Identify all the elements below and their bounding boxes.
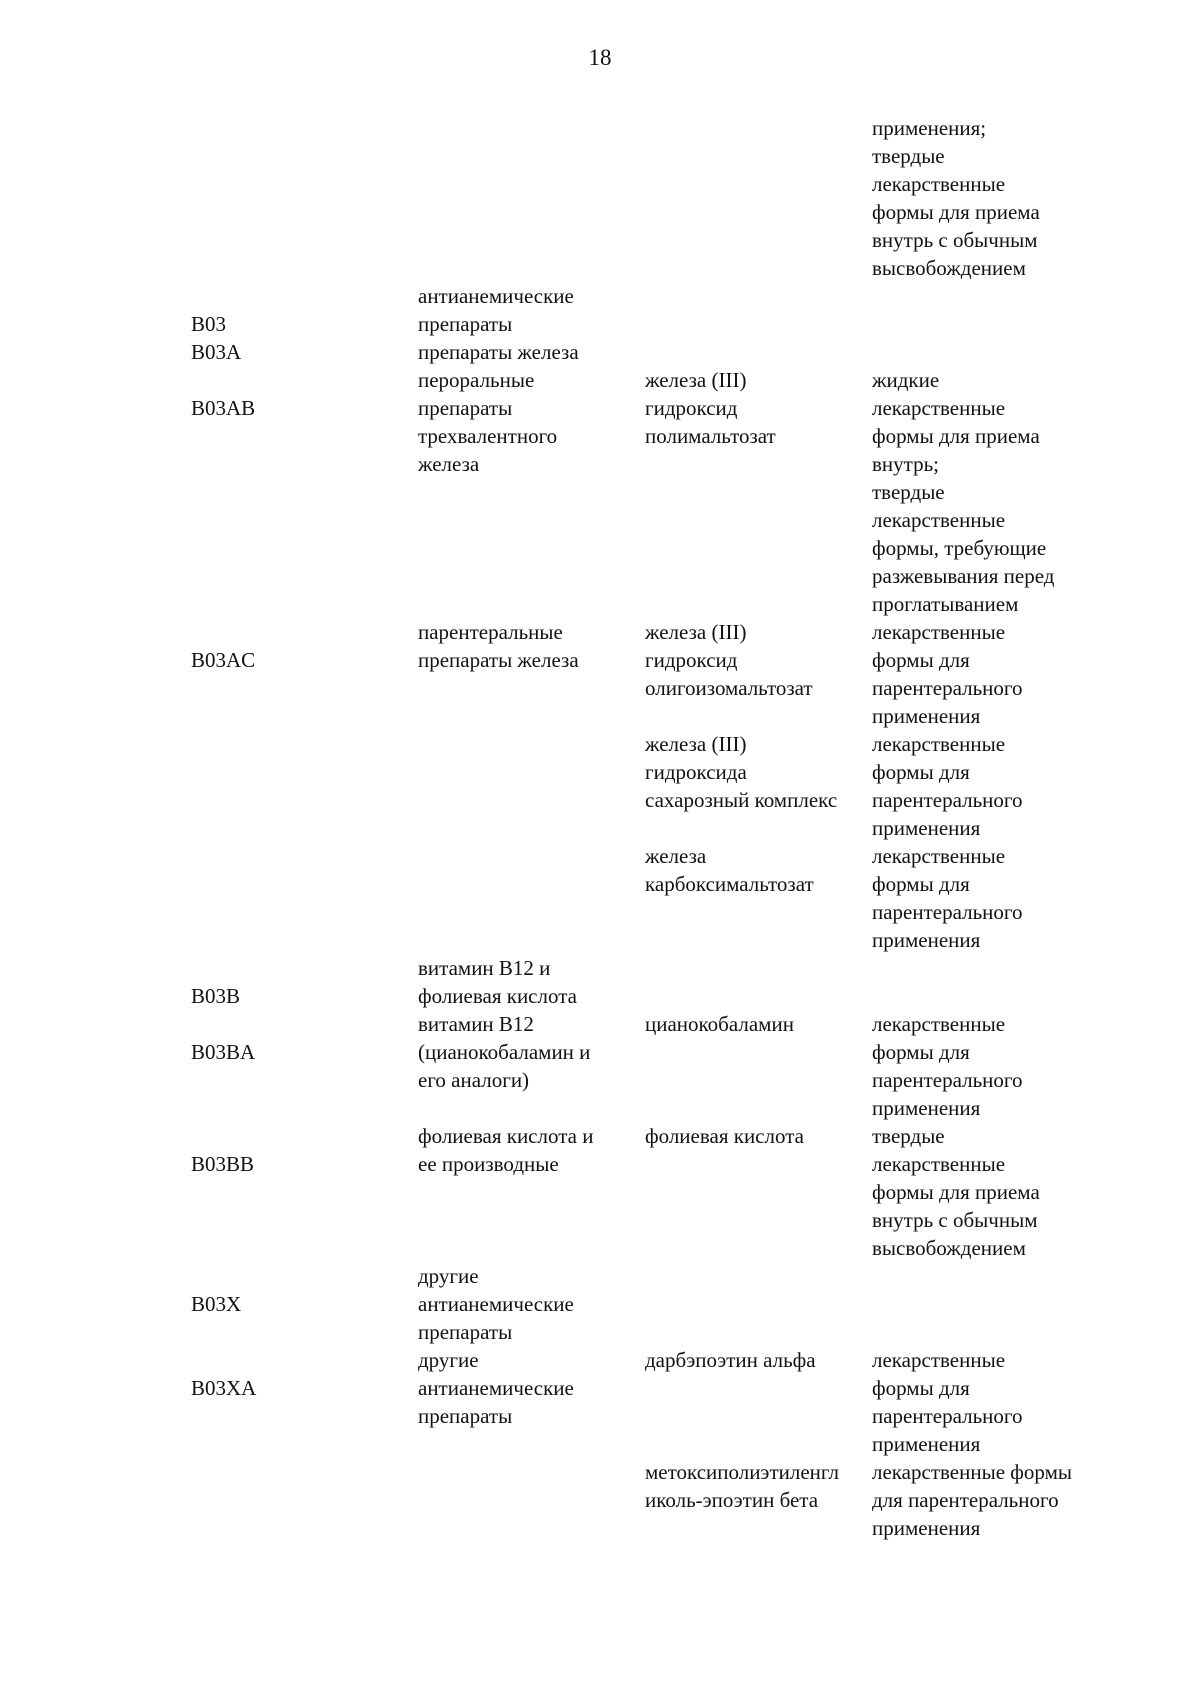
atc-code: B03X [191, 1292, 242, 1316]
atc-code-cell [191, 282, 418, 338]
group-name-cell: фолиевая кислота и ее производные [418, 1124, 594, 1176]
atc-code-cell [191, 114, 418, 282]
table-row [191, 618, 1102, 730]
drug-name-cell: цианокобаламин [645, 1012, 794, 1036]
dosage-form-cell: лекарственные формы для парентерального применения [872, 732, 1023, 840]
group-name-cell: витамин B12 (цианокобаламин и его аналоги) [418, 1012, 591, 1092]
atc-code: B03B [191, 984, 241, 1008]
group-name-cell: витамин B12 и фолиевая кислота [418, 956, 577, 1008]
dosage-form-cell: лекарственные формы для парентерального применения [872, 844, 1023, 952]
group-name-cell [418, 730, 645, 842]
table-row [191, 282, 1102, 338]
table-row [191, 730, 1102, 842]
group-name-cell: парентеральные препараты железа [418, 620, 579, 672]
group-name-cell: пероральные препараты трехвалентного железа [418, 368, 558, 476]
drug-name-cell: железа (III) гидроксида сахарозный комплекс [645, 732, 838, 812]
atc-code-cell [191, 1122, 418, 1262]
table-row [191, 1262, 1102, 1346]
atc-code-cell [191, 1458, 418, 1542]
table-row [191, 1458, 1102, 1542]
dosage-form-cell: лекарственные формы для парентерального применения [872, 1012, 1023, 1120]
atc-code: B03AC [191, 648, 256, 672]
table-row [191, 954, 1102, 1010]
table-row [191, 1010, 1102, 1122]
table-row [191, 114, 1102, 282]
atc-code: B03AB [191, 396, 256, 420]
atc-code: B03BA [191, 1040, 256, 1064]
drug-name-cell [645, 114, 872, 282]
drug-name-cell: дарбэпоэтин альфа [645, 1348, 816, 1372]
table-row [191, 366, 1102, 618]
atc-code-cell [191, 618, 418, 730]
drug-name-cell [645, 1262, 872, 1346]
dosage-form-cell [872, 338, 1102, 366]
dosage-form-cell: лекарственные формы для парентерального применения [872, 1460, 1072, 1540]
atc-code: B03 [191, 312, 227, 336]
drug-name-cell [645, 282, 872, 338]
group-name-cell: препараты железа [418, 340, 579, 364]
drug-name-cell [645, 338, 872, 366]
group-name-cell: другие антианемические препараты [418, 1264, 574, 1344]
drug-classification-table [191, 114, 1102, 1542]
dosage-form-cell [872, 954, 1102, 1010]
group-name-cell [418, 114, 645, 282]
atc-code-cell [191, 1010, 418, 1122]
dosage-form-cell: твердые лекарственные формы для приема внутрь с обычным высвобождением [872, 1124, 1040, 1260]
dosage-form-cell: жидкие лекарственные формы для приема внутрь; твердые лекарственные формы, требующие разжевывания перед проглатыванием [872, 368, 1055, 616]
atc-code: B03A [191, 340, 242, 364]
group-name-cell: антианемические препараты [418, 284, 574, 336]
table-row [191, 1346, 1102, 1458]
dosage-form-cell: применения; твердые лекарственные формы для приема внутрь с обычным высвобождением [872, 116, 1040, 280]
atc-code-cell [191, 366, 418, 618]
table-row [191, 1122, 1102, 1262]
atc-code-cell [191, 954, 418, 1010]
drug-name-cell: железа карбоксимальтозат [645, 844, 814, 896]
atc-code-cell [191, 730, 418, 842]
drug-name-cell [645, 954, 872, 1010]
drug-name-cell: железа (III) гидроксид полимальтозат [645, 368, 776, 448]
drug-name-cell: фолиевая кислота [645, 1124, 804, 1148]
atc-code-cell [191, 842, 418, 954]
drug-name-cell: железа (III) гидроксид олигоизомальтозат [645, 620, 813, 700]
atc-code: B03BB [191, 1152, 255, 1176]
table-row [191, 338, 1102, 366]
group-name-cell [418, 1458, 645, 1542]
atc-code-cell [191, 338, 418, 366]
page-number: 18 [588, 45, 612, 70]
dosage-form-cell [872, 282, 1102, 338]
table-row [191, 842, 1102, 954]
atc-code-cell [191, 1262, 418, 1346]
atc-code: B03XA [191, 1376, 257, 1400]
drug-name-cell: метоксиполиэтиленгл иколь-эпоэтин бета [645, 1460, 839, 1512]
dosage-form-cell: лекарственные формы для парентерального применения [872, 1348, 1023, 1456]
dosage-form-cell [872, 1262, 1102, 1346]
atc-code-cell [191, 1346, 418, 1458]
dosage-form-cell: лекарственные формы для парентерального применения [872, 620, 1023, 728]
table-body [191, 114, 1102, 1542]
group-name-cell [418, 842, 645, 954]
group-name-cell: другие антианемические препараты [418, 1348, 574, 1428]
